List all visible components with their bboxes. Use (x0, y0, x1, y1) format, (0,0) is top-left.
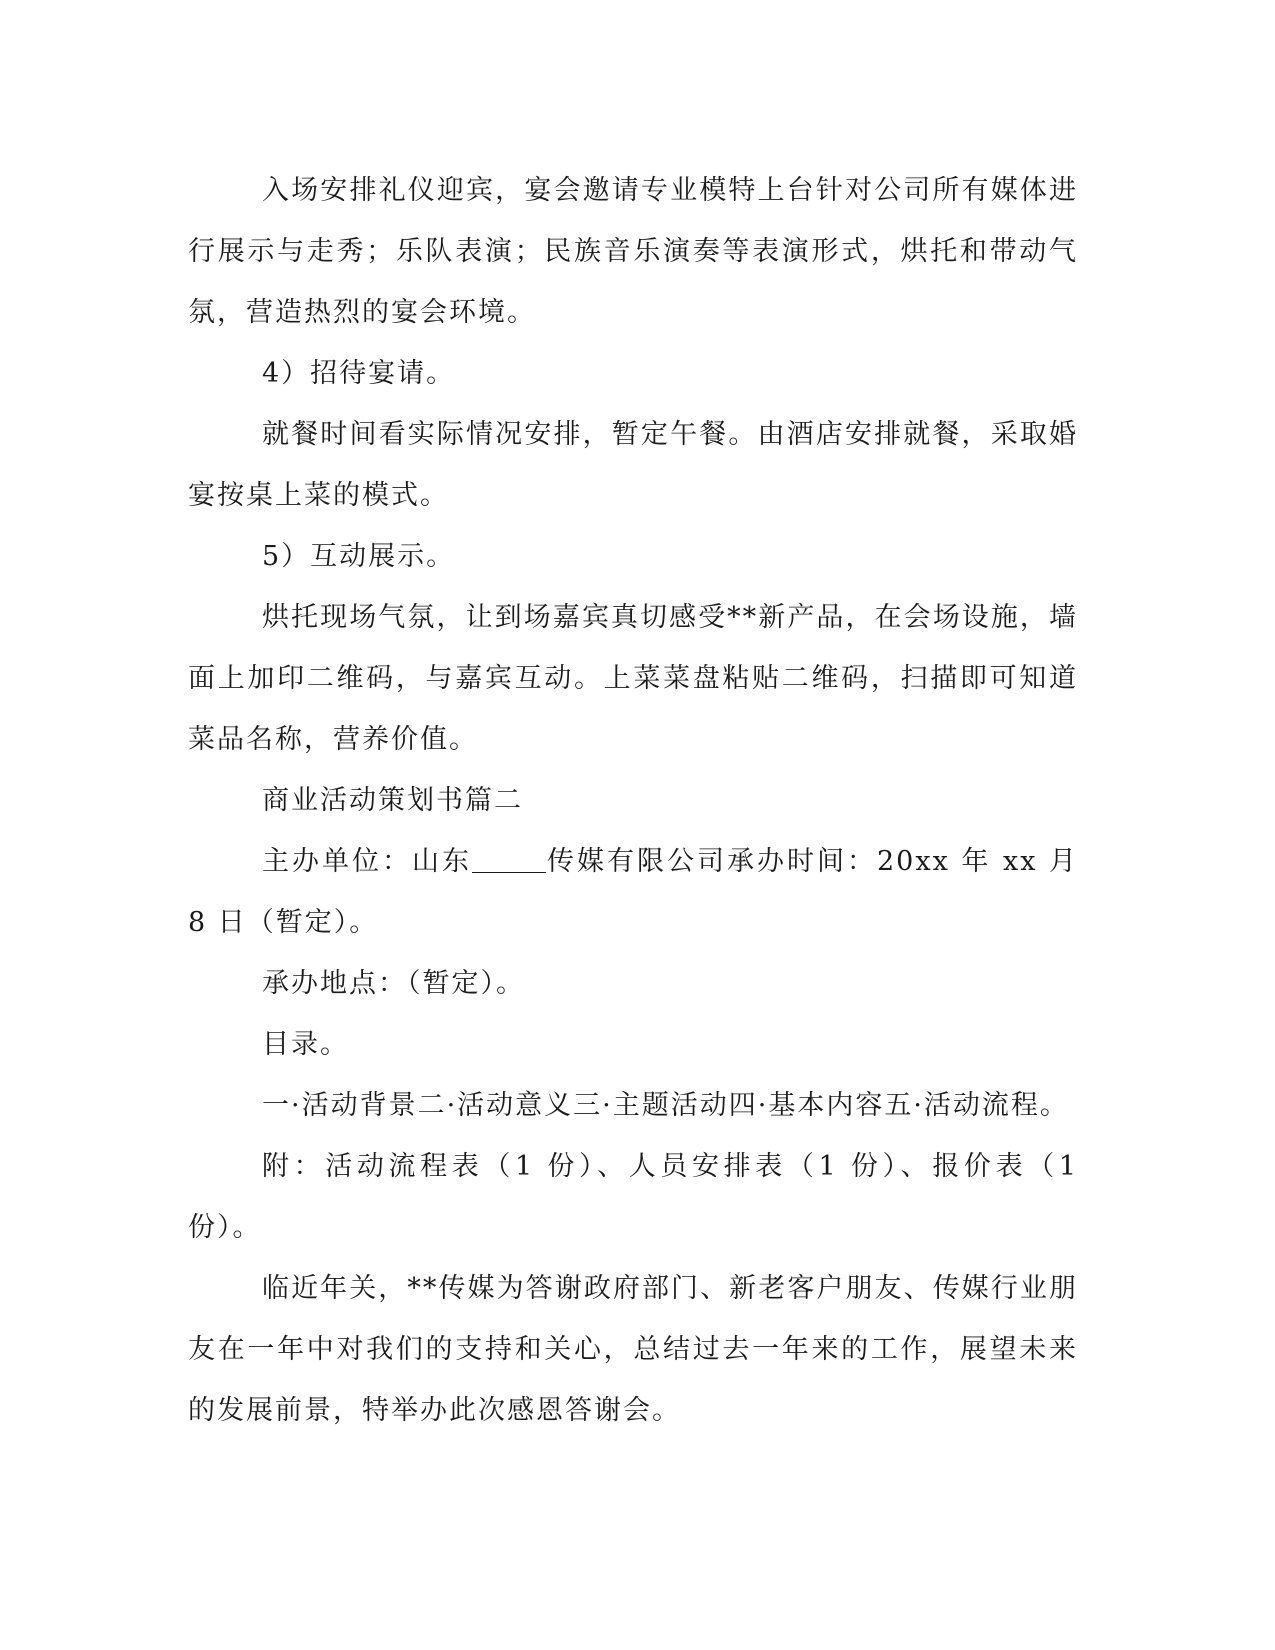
organizer-prefix: 主办单位：山东 (262, 846, 472, 877)
paragraph-attachments: 附：活动流程表（1 份）、人员安排表（1 份）、报价表（1 份）。 (188, 1151, 1078, 1243)
heading-contents: 目录。 (262, 1029, 349, 1060)
section-title: 商业活动策划书篇二 (262, 785, 523, 816)
paragraph-venue: 承办地点：（暂定）。 (262, 968, 525, 999)
heading-banquet: 4）招待宴请。 (262, 358, 456, 389)
paragraph-atmosphere: 烘托现场气氛，让到场嘉宾真切感受**新产品，在会场设施，墙面上加印二维码，与嘉宾互动。上菜菜盘粘贴二维码，扫描即可知道菜品名称，营养价值。 (188, 602, 1078, 755)
blank-underline (472, 848, 546, 873)
paragraph-background: 临近年关，**传媒为答谢政府部门、新老客户朋友、传媒行业朋友在一年中对我们的支持和关心，总结过去一年来的工作，展望未来的发展前景，特举办此次感恩答谢会。 (188, 1273, 1078, 1426)
organizer-suffix: 传媒有限公司承办时间：20xx 年 xx 月 8 日（暂定）。 (188, 846, 1079, 938)
paragraph-organizer (188, 831, 1078, 953)
paragraph-dining: 就餐时间看实际情况安排，暂定午餐。由酒店安排就餐，采取婚宴按桌上菜的模式。 (188, 419, 1078, 511)
document-body (188, 160, 1078, 1441)
paragraph-entrance-arrangement: 入场安排礼仪迎宾，宴会邀请专业模特上台针对公司所有媒体进行展示与走秀；乐队表演；民族音乐演奏等表演形式，烘托和带动气氛，营造热烈的宴会环境。 (188, 175, 1078, 328)
heading-interactive-display: 5）互动展示。 (262, 541, 456, 572)
paragraph-contents-list: 一·活动背景二·活动意义三·主题活动四·基本内容五·活动流程。 (262, 1090, 1069, 1121)
